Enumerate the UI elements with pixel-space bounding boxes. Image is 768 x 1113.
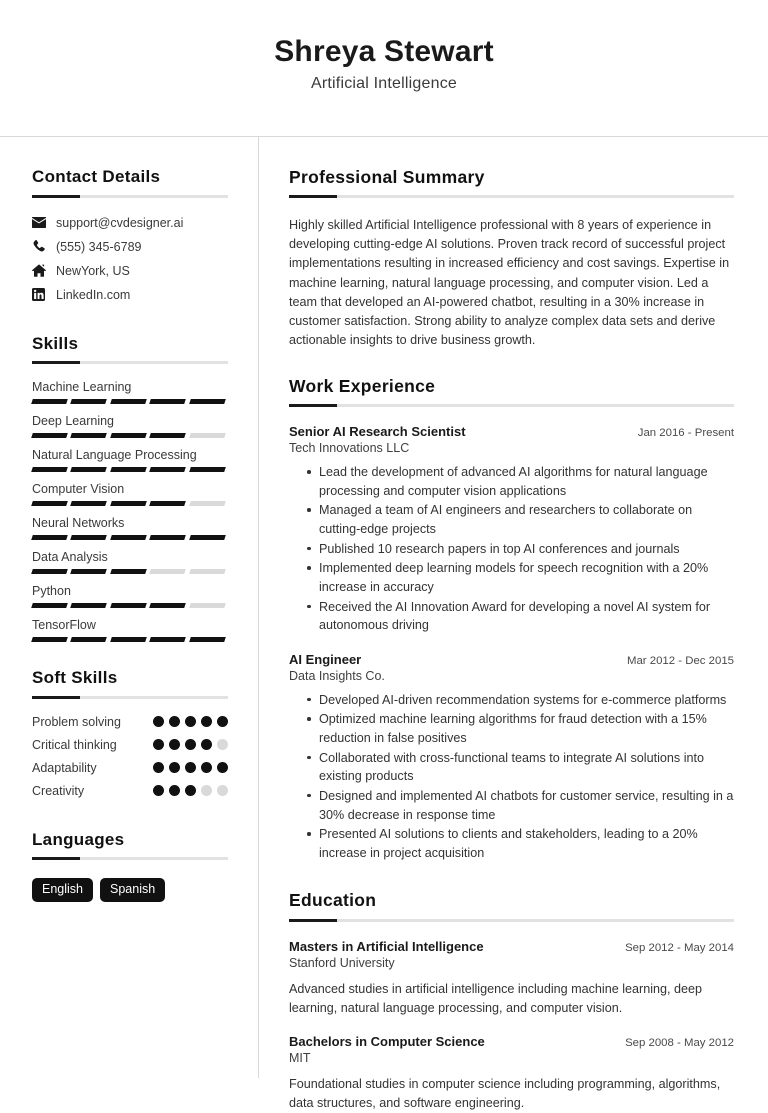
skill-level-segment — [189, 433, 226, 438]
section-education — [289, 890, 734, 1113]
soft-skill-row — [32, 761, 228, 775]
rating-dot — [217, 739, 228, 750]
skill-level-segment — [189, 603, 226, 608]
rating-dot — [201, 716, 212, 727]
section-rule — [32, 857, 228, 860]
skill-item — [32, 516, 228, 540]
sidebar — [0, 137, 259, 1078]
soft-skill-rating — [145, 762, 228, 773]
section-heading-languages: Languages — [32, 829, 125, 849]
skill-level-segment — [31, 637, 68, 642]
section-heading-summary: Professional Summary — [289, 167, 485, 187]
skill-level-bar — [32, 637, 225, 642]
skill-level-segment — [71, 569, 108, 574]
contact-item-phone[interactable] — [32, 240, 228, 254]
rating-dot — [185, 762, 196, 773]
main-content — [259, 137, 768, 1111]
skill-level-segment — [149, 399, 186, 404]
skill-level-bar — [32, 467, 225, 472]
skill-level-segment — [71, 535, 108, 540]
section-skills — [32, 334, 228, 643]
soft-skill-row — [32, 715, 228, 729]
work-entry-organization: Tech Innovations LLC — [289, 441, 410, 456]
section-heading-skills: Skills — [32, 333, 79, 353]
skill-level-segment — [31, 433, 68, 438]
bullet-item: Published 10 research papers in top AI conferences and journals — [307, 540, 734, 559]
section-heading-soft-skills: Soft Skills — [32, 668, 118, 688]
skill-level-segment — [31, 467, 68, 472]
resume-body — [0, 137, 768, 1111]
bullet-item: Presented AI solutions to clients and stakeholders, leading to a 20% increase in project acquisition — [307, 825, 734, 862]
skill-item — [32, 584, 228, 608]
section-heading-education: Education — [289, 890, 377, 911]
skill-level-segment — [189, 535, 226, 540]
skill-level-segment — [110, 501, 147, 506]
rating-dot — [217, 785, 228, 796]
skill-level-segment — [110, 535, 147, 540]
bullet-item: Managed a team of AI engineers and researchers to collaborate on cutting-edge projects — [307, 501, 734, 538]
contact-item-email[interactable] — [32, 216, 228, 230]
skill-item — [32, 448, 228, 472]
skills-list — [32, 380, 228, 642]
section-rule — [32, 195, 228, 198]
skill-level-segment — [189, 569, 226, 574]
skill-level-segment — [149, 501, 186, 506]
education-entry-header — [289, 939, 734, 954]
soft-skill-rating — [145, 739, 228, 750]
rating-dot — [201, 762, 212, 773]
section-heading-work: Work Experience — [289, 376, 436, 397]
soft-skill-row — [32, 738, 228, 752]
skill-level-segment — [149, 569, 186, 574]
contact-linkedin-text: LinkedIn.com — [56, 287, 131, 302]
rating-dot — [169, 716, 180, 727]
rating-dot — [185, 716, 196, 727]
skill-item — [32, 618, 228, 642]
bullet-item: Collaborated with cross-functional teams to integrate AI solutions into existing products — [307, 749, 734, 786]
skill-level-segment — [110, 637, 147, 642]
resume-header — [0, 0, 768, 137]
soft-skill-rating — [145, 716, 228, 727]
work-entry-header — [289, 424, 734, 439]
skill-level-segment — [110, 433, 147, 438]
bullet-item: Lead the development of advanced AI algorithms for natural language processing and computer vision applications — [307, 463, 734, 500]
section-contact-details — [32, 167, 228, 302]
rating-dot — [153, 716, 164, 727]
skill-level-segment — [31, 501, 68, 506]
education-entry-institution: Stanford University — [289, 955, 395, 970]
work-entry — [289, 652, 734, 863]
skill-item — [32, 550, 228, 574]
bullet-item: Received the AI Innovation Award for developing a novel AI system for autonomous driving — [307, 598, 734, 635]
language-pill: Spanish — [100, 878, 165, 902]
skill-level-segment — [31, 603, 68, 608]
skill-level-segment — [189, 467, 226, 472]
section-rule — [289, 404, 734, 407]
skill-level-segment — [31, 535, 68, 540]
rating-dot — [217, 762, 228, 773]
skill-name: Computer Vision — [32, 482, 125, 497]
skill-name: Data Analysis — [32, 550, 108, 565]
skill-level-segment — [71, 433, 108, 438]
work-entry-bullets — [289, 463, 734, 635]
skill-level-segment — [31, 399, 68, 404]
language-pill: English — [32, 878, 93, 902]
skill-level-segment — [71, 399, 108, 404]
skill-level-segment — [31, 569, 68, 574]
soft-skill-rating — [145, 785, 228, 796]
skill-item — [32, 482, 228, 506]
skill-level-segment — [110, 399, 147, 404]
phone-icon — [32, 240, 52, 253]
skill-level-segment — [149, 637, 186, 642]
education-entry-date: Sep 2012 - May 2014 — [625, 941, 734, 954]
work-entry-list — [289, 424, 734, 862]
education-entry-header — [289, 1034, 734, 1049]
skill-level-segment — [71, 501, 108, 506]
languages-list — [32, 878, 228, 902]
rating-dot — [153, 762, 164, 773]
education-entry-date: Sep 2008 - May 2012 — [625, 1037, 734, 1050]
bullet-item: Developed AI-driven recommendation systems for e-commerce platforms — [307, 691, 734, 710]
section-professional-summary — [289, 167, 734, 350]
rating-dot — [169, 785, 180, 796]
section-rule — [32, 361, 228, 364]
contact-email-text: support@cvdesigner.ai — [56, 215, 184, 230]
rating-dot — [185, 739, 196, 750]
skill-level-segment — [71, 467, 108, 472]
skill-level-bar — [32, 535, 225, 540]
work-entry — [289, 424, 734, 635]
education-entry-description: Foundational studies in computer science including programming, algorithms, data structures, and software engineering. — [289, 1077, 721, 1111]
rating-dot — [185, 785, 196, 796]
envelope-icon — [32, 217, 52, 228]
bullet-item: Implemented deep learning models for speech recognition with a 20% increase in accuracy — [307, 559, 734, 596]
linkedin-icon — [32, 288, 52, 301]
skill-level-bar — [32, 501, 225, 506]
soft-skill-name: Adaptability — [32, 760, 97, 775]
work-entry-header — [289, 652, 734, 667]
skill-level-segment — [110, 467, 147, 472]
rating-dot — [217, 716, 228, 727]
section-rule — [289, 195, 734, 198]
rating-dot — [201, 785, 212, 796]
bullet-item: Optimized machine learning algorithms for fraud detection with a 15% reduction in false positives — [307, 710, 734, 747]
section-heading-contact: Contact Details — [32, 167, 161, 186]
education-entry-institution: MIT — [289, 1051, 311, 1066]
skill-name: Machine Learning — [32, 380, 132, 395]
skill-level-bar — [32, 399, 225, 404]
skill-level-segment — [149, 467, 186, 472]
soft-skill-name: Problem solving — [32, 714, 121, 729]
contact-location-text: NewYork, US — [56, 263, 130, 278]
education-entry-list — [289, 939, 734, 1113]
summary-text: Highly skilled Artificial Intelligence professional with 8 years of experience in developing cutting-edge AI solutions. Proven track record of successful project implementations resulting in increased efficiency and cost savings. Expertise in machine learning, natural language processing, and computer vision. Led a team that developed an AI-powered chatbot, resulting in a 30% increase in customer satisfaction. Strong ability to analyze complex data sets and derive actionable insights to drive business growth. — [289, 218, 730, 347]
education-entry-description: Advanced studies in artificial intelligence including machine learning, deep learning, natural language processing, and computer vision. — [289, 981, 703, 1015]
work-entry-title: AI Engineer — [289, 651, 362, 667]
rating-dot — [201, 739, 212, 750]
education-entry-title: Masters in Artificial Intelligence — [289, 938, 484, 954]
work-entry-bullets — [289, 691, 734, 863]
skill-level-bar — [32, 603, 225, 608]
contact-phone-text: (555) 345-6789 — [56, 239, 142, 254]
work-entry-organization: Data Insights Co. — [289, 668, 385, 683]
skill-level-segment — [110, 603, 147, 608]
candidate-name: Shreya Stewart — [274, 35, 494, 68]
skill-level-segment — [149, 603, 186, 608]
education-entry-title: Bachelors in Computer Science — [289, 1034, 485, 1050]
rating-dot — [169, 762, 180, 773]
skill-item — [32, 380, 228, 404]
skill-name: Natural Language Processing — [32, 448, 197, 463]
skill-level-bar — [32, 569, 225, 574]
soft-skill-row — [32, 784, 228, 798]
skill-level-segment — [149, 433, 186, 438]
skill-name: Neural Networks — [32, 516, 125, 531]
soft-skill-name: Creativity — [32, 783, 85, 798]
skill-name: Deep Learning — [32, 414, 115, 429]
bullet-item: Designed and implemented AI chatbots for customer service, resulting in a 30% decrease in response time — [307, 787, 734, 824]
skill-level-segment — [71, 603, 108, 608]
skill-level-segment — [71, 637, 108, 642]
contact-item-linkedin[interactable] — [32, 288, 228, 302]
rating-dot — [169, 739, 180, 750]
soft-skills-list — [32, 715, 228, 798]
soft-skill-name: Critical thinking — [32, 737, 117, 752]
work-entry-date: Mar 2012 - Dec 2015 — [626, 654, 734, 667]
rating-dot — [153, 785, 164, 796]
work-entry-title: Senior AI Research Scientist — [289, 424, 466, 440]
skill-level-segment — [110, 569, 147, 574]
rating-dot — [153, 739, 164, 750]
skill-level-segment — [189, 637, 226, 642]
section-soft-skills — [32, 668, 228, 798]
section-work-experience — [289, 376, 734, 862]
candidate-job-title: Artificial Intelligence — [311, 75, 457, 92]
contact-list — [32, 216, 228, 302]
skill-name: TensorFlow — [32, 618, 96, 633]
section-rule — [289, 919, 734, 922]
education-entry — [289, 1034, 734, 1113]
section-languages — [32, 830, 228, 902]
skill-name: Python — [32, 584, 71, 599]
education-entry — [289, 939, 734, 1018]
work-entry-date: Jan 2016 - Present — [637, 427, 734, 440]
skill-level-segment — [149, 535, 186, 540]
skill-level-segment — [189, 501, 226, 506]
section-rule — [32, 696, 228, 699]
skill-item — [32, 414, 228, 438]
skill-level-bar — [32, 433, 225, 438]
contact-item-location[interactable] — [32, 264, 228, 278]
home-icon — [32, 264, 52, 277]
skill-level-segment — [189, 399, 226, 404]
